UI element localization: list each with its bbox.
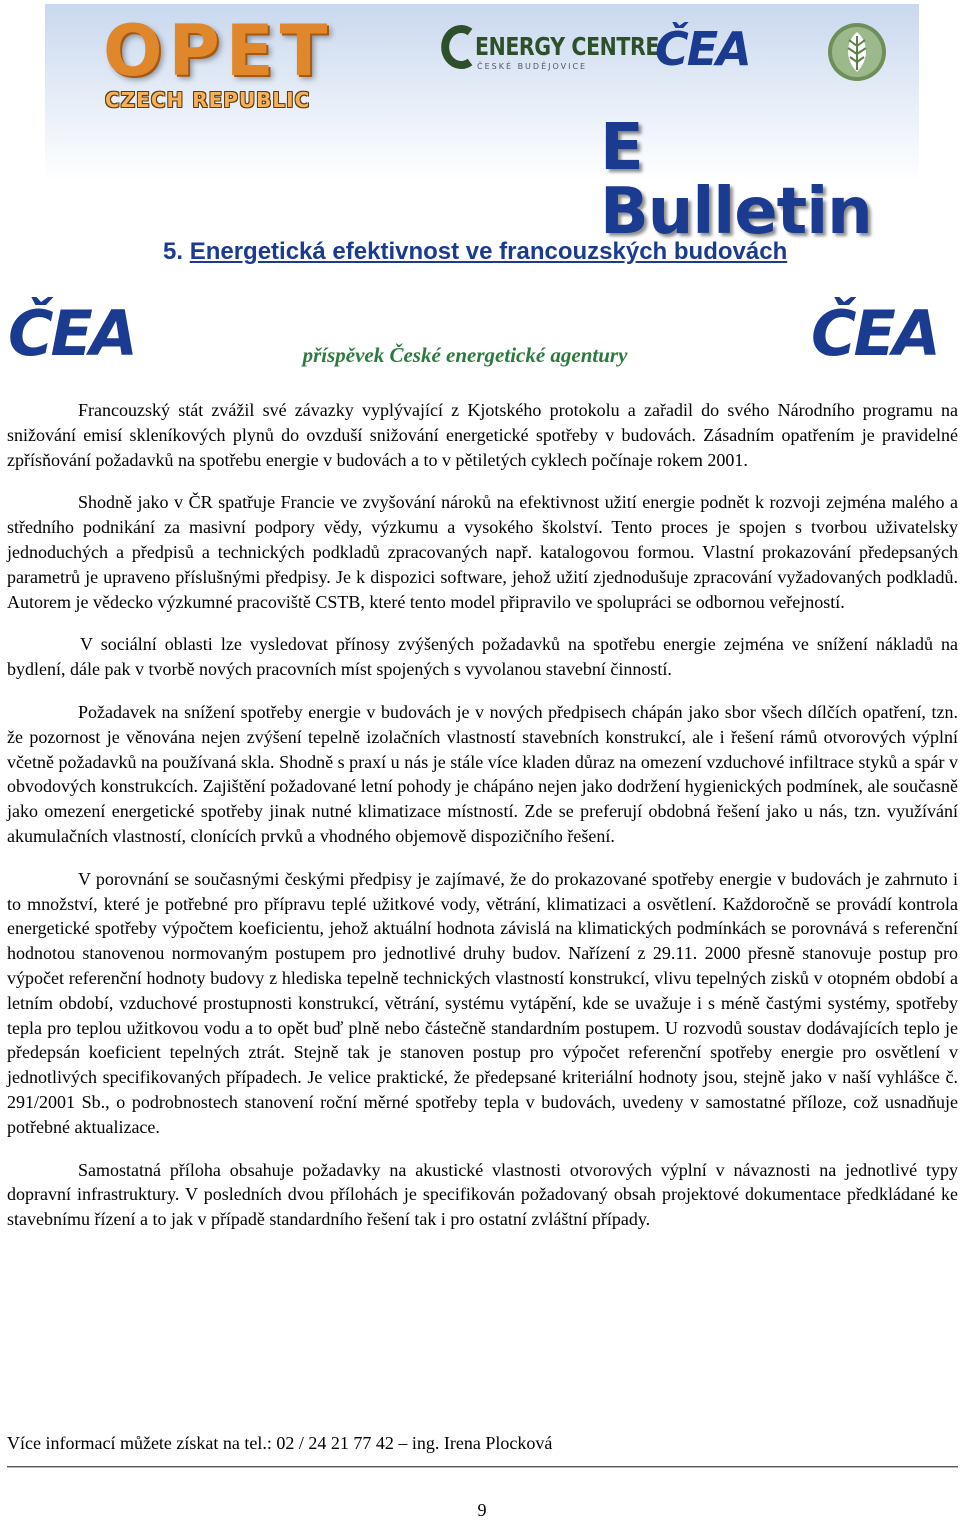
- page-number: 9: [477, 1500, 487, 1520]
- globe-leaf-icon: [825, 20, 889, 84]
- header-banner: [45, 4, 919, 249]
- paragraph-3: V sociální oblasti lze vysledovat přínosy zvýšených požadavků na spotřebu energie zejména ve snížení nákladů na bydlení, dále pak v tvorbě nových pracovních míst spojených s vyvolanou stavební činností.: [7, 634, 958, 680]
- article-subtitle: příspěvek České energetické agentury: [302, 343, 628, 367]
- cea-logo-banner: ČEA: [655, 22, 750, 76]
- energy-centre-c-icon: [440, 24, 476, 70]
- article-body: [7, 398, 958, 1232]
- article-title: Energetická efektivnost ve francouzských budovách: [189, 238, 788, 265]
- footer-divider: [7, 1466, 958, 1468]
- paragraph-5: V porovnání se současnými českými předpisy je zajímavé, že do prokazované spotřeby energie v budovách je zahrnuto i to množství, které je potřebné pro přípravu teplé užitkové vody, větrání, klimatizaci a osvětlení. Každoročně se provádí kontrola energetické spotřeby výpočtem koeficientu, jehož aktuální hodnota závislá na klimatických podmínkách se porovnává s referenční hodnotou stanovenou normovaným postupem pro jednotlivé druhy budov. Nařízení z 29.11. 2000 přesně stanovuje postup pro výpočet referenční hodnoty budovy z hlediska tepelně technických vlastností konstrukcí, vlivu tepelných zisků v otopném období a letním období, vzduchové prostupnosti konstrukcí, větrání, systému vytápění, kde se uvažuje i s méně častými systémy, spotřeby tepla pro teplou užitkovou vodu a to opět buď plně nebo částečně standardním postupem. U rozvodů soustav dodávajících teplo je předepsán koeficient tepelných ztrát. Stejně tak je stanoven postup pro výpočet referenční spotřeby energie pro osvětlení v jednotlivých specifikovaných případech. Je velice praktické, že předepsané kriteriální hodnoty jsou, stejně jako v naší vyhlášce č. 291/2001 Sb., o podrobnostech stanovení roční měrné spotřeby tepla v budovách, uvedeny v samostatné příloze, což usnadňuje potřebné aktualizace.: [7, 868, 958, 1137]
- article-number: 5.: [163, 238, 184, 265]
- energy-centre-subtext: ČESKÉ BUDĚJOVICE: [477, 62, 588, 71]
- cea-logo-left: ČEA: [8, 297, 135, 370]
- cea-logo-right: ČEA: [811, 297, 938, 370]
- paragraph-1: Francouzský stát zvážil své závazky vyplývající z Kjotského protokolu a zařadil do svého Národního programu na snižování emisí skleníkových plynů do ovzduší snižování energetické spotřeby v budovách. Zásadním opatřením je pravidelné zpřísňování požadavků na spotřebu energie v budovách a to v pětiletých cyklech počínaje rokem 2001.: [7, 400, 958, 470]
- paragraph-4: Požadavek na snížení spotřeby energie v budovách je v nových předpisech chápán jako sbor všech dílčích opatření, tzn. že pozornost je věnována nejen zvýšení tepelně izolačních vlastností stavebních konstrukcí, ale i řešení rámů otvorových výplní včetně požadavků na používaná skla. Shodně s praxí u nás je stále více kladen důraz na omezení vzduchové infiltrace styků a spár v obvodových konstrukcích. Zajištění požadované letní pohody je chápáno nejen jako dodržení hygienických podmínek, ale současně jako omezení energetické spotřeby jinak nutné klimatizace místností. Zde se preferují obdobná řešení jako u nás, tzn. využívání akumulačních vlastností, clonících prvků a vhodného objemově dispozičního řešení.: [7, 701, 958, 846]
- paragraph-6: Samostatná příloha obsahuje požadavky na akustické vlastnosti otvorových výplní v návaznosti na jednotlivé typy dopravní infrastruktury. V posledních dvou přílohách je specifikován požadovaný obsah projektové dokumentace předkládané ke stavebnímu řízení a to jak v případě standardního řešení tak i pro ostatní zvláštní případy.: [7, 1159, 958, 1230]
- contact-info: Více informací můžete získat na tel.: 02 / 24 21 77 42 – ing. Irena Plocková: [7, 1433, 553, 1453]
- article-heading: [163, 238, 787, 266]
- opet-logo-text: OPET: [103, 10, 334, 92]
- energy-centre-logo-text: ENERGY CENTRE: [475, 32, 659, 61]
- country-label: CZECH REPUBLIC: [105, 88, 311, 112]
- e-bulletin-title: E Bulletin: [600, 111, 872, 249]
- paragraph-2: Shodně jako v ČR spatřuje Francie ve zvyšování nároků na efektivnost užití energie podnět k rozvoji zejména malého a středního podnikání za masivní podpory vědy, výzkumu a vysokého školství. Tento proces je spojen s tvorbou uživatelsky jednoduchých a předpisů a technických podkladů zpracovaných např. katalogovou formou. Vlastní prokazování předepsaných parametrů je upraveno příslušnými předpisy. Je k dispozici software, jehož užití zjednodušuje zpracování vyžadovaných podkladů. Autorem je vědecko výzkumné pracoviště CSTB, které tento model připravilo ve spolupráci se odbornou veřejností.: [7, 492, 958, 612]
